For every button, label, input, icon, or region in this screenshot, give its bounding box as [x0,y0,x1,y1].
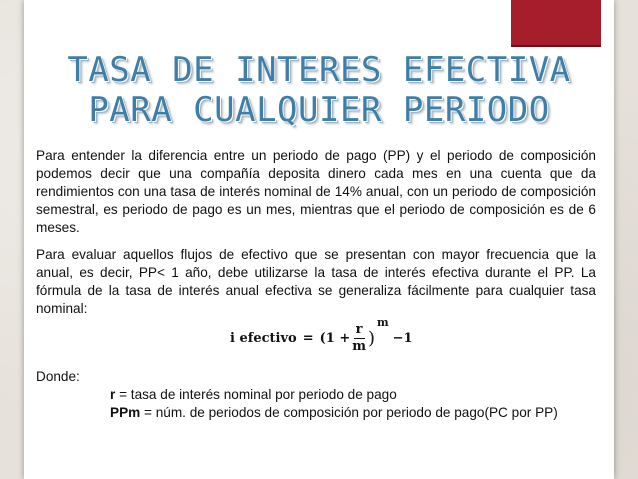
effective-rate-formula [230,316,413,355]
definition-ppm [110,405,558,420]
formula-numerator: r [355,322,363,337]
paragraph-intro: Para entender la diferencia entre un periodo de pago (PP) y el periodo de composición podemos decir que una compañía deposita dinero cada mes en una cuenta que da rendimientos con una tasa de interés nominal de 14% anual, con un periodo de composición semestral, es periodo de pago es un mes, mientras que el periodo de composición es de 6 meses. [36,148,596,235]
formula-equals: = [302,331,314,346]
accent-tab [511,0,601,47]
definition-r-symbol: r [110,387,116,402]
donde-label: Donde: [36,369,80,384]
definition-ppm-text: = núm. de periodos de composición por periodo de pago(PC por PP) [140,405,558,420]
formula-tail: −1 [392,331,413,346]
definition-ppm-symbol: PPm [110,405,141,420]
formula-lhs: i efectivo [230,331,297,346]
formula-close: ) [367,328,376,349]
definition-r-text: = tasa de interés nominal por periodo de pago [115,387,397,402]
formula-fraction [352,322,366,355]
formula-open: (1 + [319,331,351,346]
formula-denominator: m [352,339,366,354]
paragraph-evaluation: Para evaluar aquellos flujos de efectivo que se presentan con mayor frecuencia que la anual, es decir, PP< 1 año, debe utilizarse la tasa de interés efectiva durante el PP. La fórmula de la tasa de interés anual efectiva se generaliza fácilmente para cualquier tasa nominal: [36,247,596,316]
formula-exponent: m [377,316,389,329]
slide-title [40,50,598,130]
title-line-2: PARA CUALQUIER PERIODO [88,90,550,130]
definition-r [110,387,397,402]
title-line-1: TASA DE INTERES EFECTIVA [67,50,571,90]
